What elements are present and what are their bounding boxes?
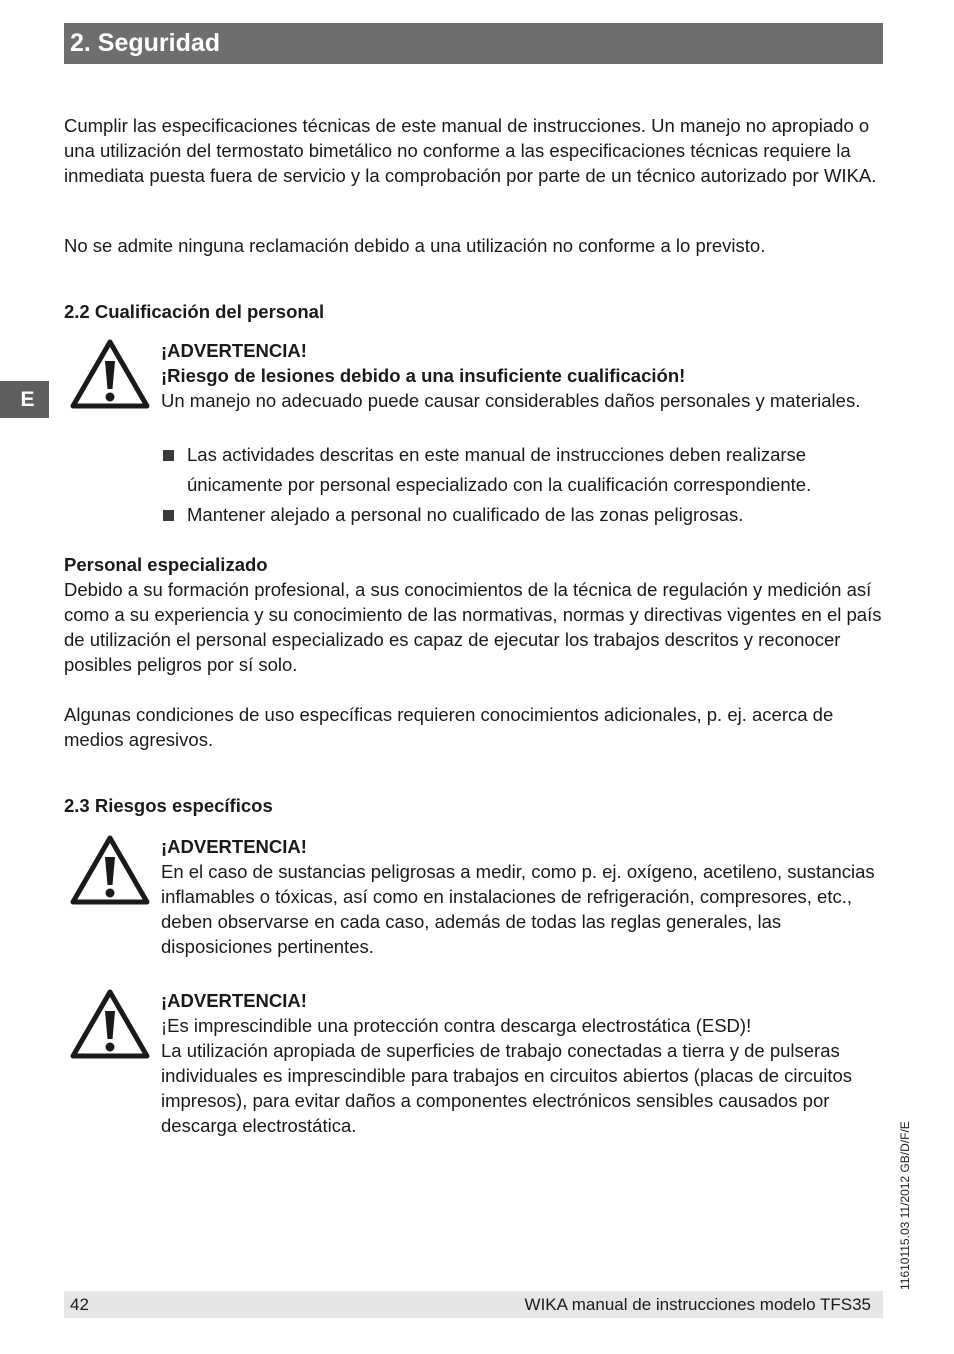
- intro-paragraph-1: Cumplir las especificaciones técnicas de este manual de instrucciones. Un manejo no apropiado o una utilización del termostato bimetálico no conforme a las especificaciones técnicas requiere la inmediata puesta fuera de servicio y la comprobación por parte de un técnico autorizado por WIKA.: [64, 115, 877, 186]
- list-item: [161, 440, 886, 500]
- square-bullet-icon: [163, 450, 174, 461]
- section-header-bar: [64, 23, 883, 64]
- warning-body: La utilización apropiada de superficies de trabajo conectadas a tierra y de pulseras individuales es imprescindible para trabajos en circuitos abiertos (placas de circuitos impresos), para evitar daños a componentes electrónicos sensibles causados por descarga electrostática.: [161, 1040, 853, 1136]
- warning-triangle-icon: [70, 339, 150, 409]
- warning-subtitle: ¡Es imprescindible una protección contra descarga electrostática (ESD)!: [161, 1015, 752, 1036]
- language-tab-label: E: [20, 388, 35, 411]
- list-item-text: Mantener alejado a personal no cualificado de las zonas peligrosas.: [187, 504, 744, 525]
- warning-title: ¡ADVERTENCIA!: [161, 340, 307, 361]
- intro-paragraph-2: No se admite ninguna reclamación debido a una utilización no conforme a lo previsto.: [64, 235, 766, 256]
- specialist-paragraph-2: Algunas condiciones de uso específicas requieren conocimientos adicionales, p. ej. acerca de medios agresivos.: [64, 704, 834, 750]
- specialist-paragraph-1: Debido a su formación profesional, a sus conocimientos de la técnica de regulación y medición así como a su experiencia y su conocimiento de las normativas, normas y directivas vigentes en el país de utilización el personal especializado es capaz de ejecutar los trabajos descritos y reconocer posibles peligros por sí solo.: [64, 579, 882, 675]
- warning-title: ¡ADVERTENCIA!: [161, 836, 307, 857]
- warning-title: ¡ADVERTENCIA!: [161, 990, 307, 1011]
- language-tab: [0, 381, 49, 418]
- warning-subtitle: ¡Riesgo de lesiones debido a una insuficiente cualificación!: [161, 365, 686, 386]
- warning-triangle-icon: [70, 835, 150, 905]
- specialist-heading: Personal especializado: [64, 554, 268, 575]
- page-number: 42: [70, 1295, 89, 1314]
- document-code: 11610115.03 11/2012 GB/D/F/E: [898, 1121, 912, 1290]
- section-2-3-heading: 2.3 Riesgos específicos: [64, 795, 273, 816]
- warning-body: Un manejo no adecuado puede causar considerables daños personales y materiales.: [161, 390, 861, 411]
- warning-bullet-list: [161, 440, 886, 530]
- list-item: [161, 500, 886, 530]
- square-bullet-icon: [163, 510, 174, 521]
- manual-title: WIKA manual de instrucciones modelo TFS35: [524, 1295, 871, 1314]
- page-footer: [64, 1291, 883, 1318]
- warning-body: En el caso de sustancias peligrosas a medir, como p. ej. oxígeno, acetileno, sustancias inflamables o tóxicas, así como en instalaciones de refrigeración, compresores, etc., deben observarse en cada caso, además de todas las reglas generales, las disposiciones pertinentes.: [161, 861, 875, 957]
- page-title: 2. Seguridad: [70, 29, 221, 57]
- section-2-2-heading: 2.2 Cualificación del personal: [64, 301, 325, 322]
- list-item-text: Las actividades descritas en este manual de instrucciones deben realizarse únicamente por personal especializado con la cualificación correspondiente.: [187, 444, 812, 495]
- warning-triangle-icon: [70, 989, 150, 1059]
